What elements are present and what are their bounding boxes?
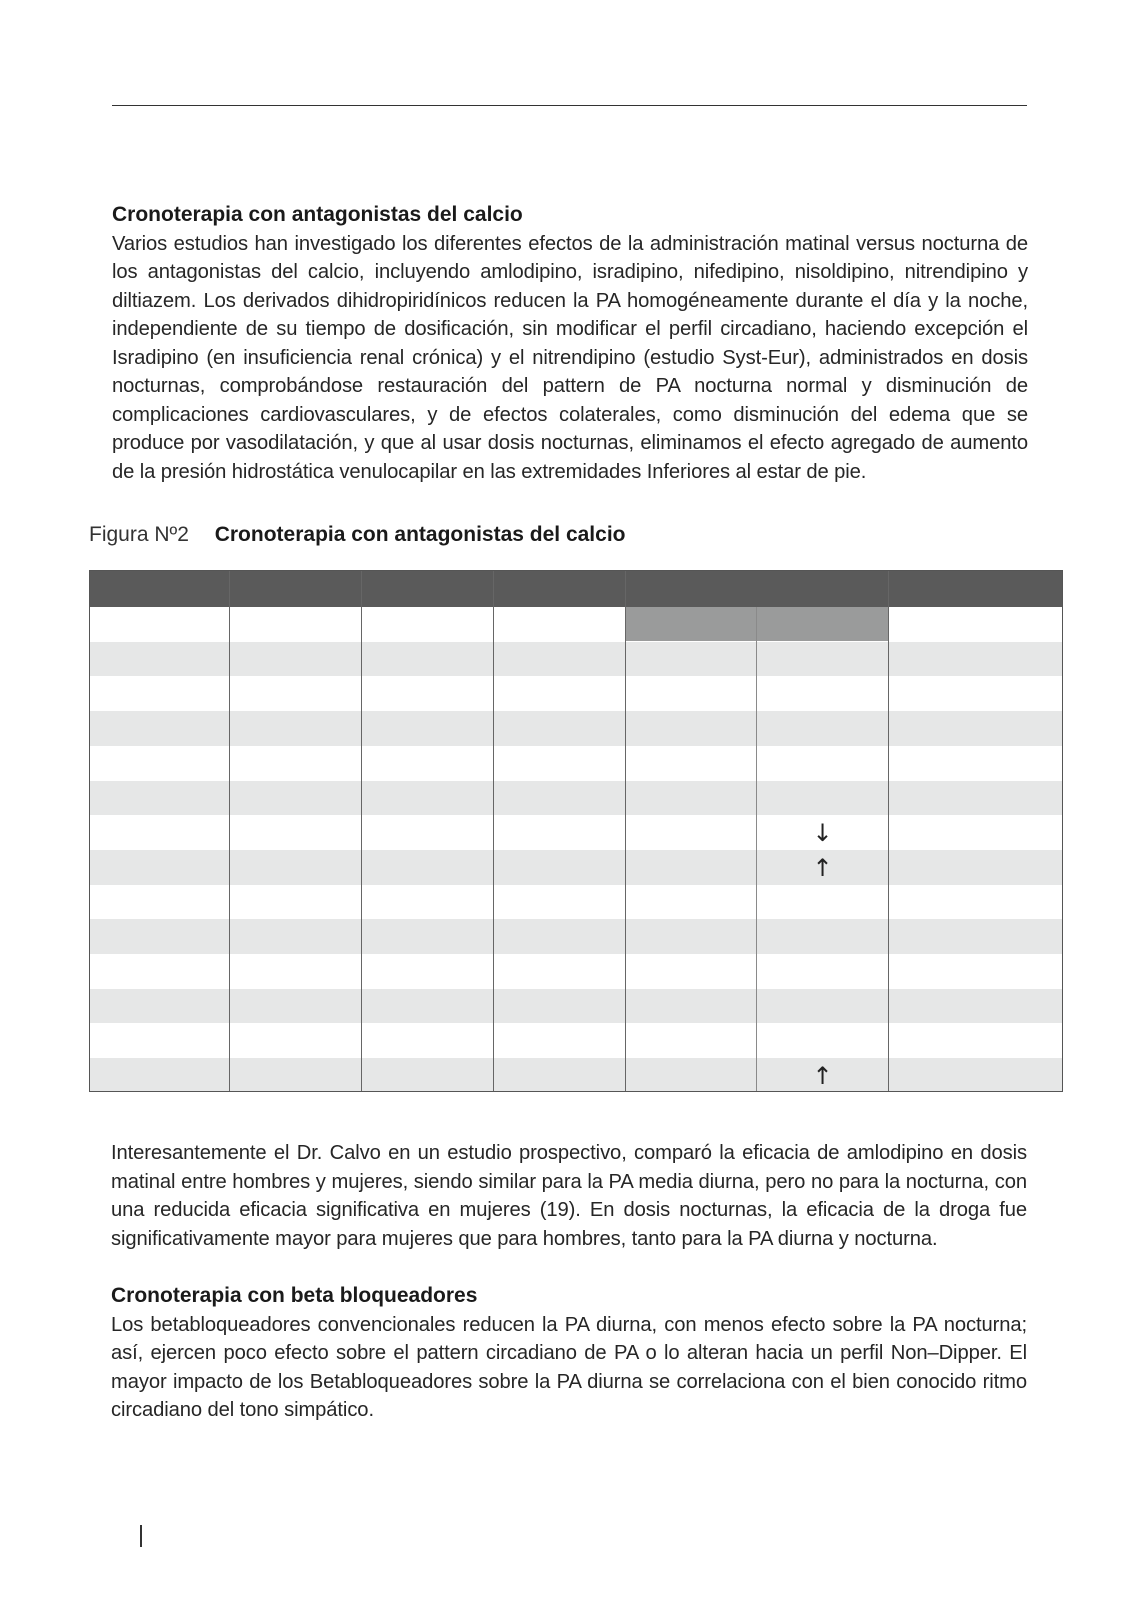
table-row xyxy=(90,1023,1062,1058)
table-column-divider xyxy=(888,571,889,1091)
table-row xyxy=(90,919,1062,954)
section-heading: Cronoterapia con antagonistas del calcio xyxy=(112,203,523,226)
table-subheader-cell xyxy=(757,607,888,641)
table-row xyxy=(90,850,1062,885)
figure-table xyxy=(89,570,1063,1092)
table-row xyxy=(90,885,1062,920)
table-subheader-cell xyxy=(625,607,756,641)
down-arrow-icon: ↓ xyxy=(812,819,833,847)
section-amlodipine-study xyxy=(111,1139,1027,1253)
up-arrow-icon: ↑ xyxy=(812,854,833,882)
table-row xyxy=(90,781,1062,816)
section-heading: Cronoterapia con beta bloqueadores xyxy=(111,1284,478,1307)
header-rule xyxy=(112,105,1027,106)
section-paragraph: Varios estudios han investigado los diferentes efectos de la administración matinal versus nocturna de los antagonistas del calcio, incluyendo amlodipino, isradipino, nifedipino, nisoldipino, nitrendipino y diltiazem. Los derivados dihidropiridínicos reducen la PA homogéneamente durante el día y la noche, independiente de su tiempo de dosificación, sin modificar el perfil circadiano, haciendo excepción el Isradipino (en insuficiencia renal crónica) y el nitrendipino (estudio Syst-Eur), administrados en dosis nocturnas, comprobándose restauración del pattern de PA nocturna normal y disminución de complicaciones cardiovasculares, y de efectos colaterales, como disminución del edema que se produce por vasodilatación, y que al usar dosis nocturnas, eliminamos el efecto agregado de aumento de la presión hidrostática venulocapilar en las extremidades Inferiores al estar de pie. xyxy=(112,232,1028,483)
table-column-divider xyxy=(229,571,230,1091)
table-row xyxy=(90,746,1062,781)
table-row xyxy=(90,989,1062,1024)
figure-label: Figura Nº2 xyxy=(89,523,189,546)
figure-title: Cronoterapia con antagonistas del calcio xyxy=(214,523,626,546)
table-column-divider xyxy=(361,571,362,1091)
up-arrow-icon: ↑ xyxy=(812,1062,833,1090)
table-header-row xyxy=(90,571,1062,607)
table-column-divider xyxy=(625,571,626,1091)
figure-caption xyxy=(89,521,625,549)
table-row xyxy=(90,676,1062,711)
page-marker xyxy=(140,1525,142,1547)
table-column-divider xyxy=(493,571,494,1091)
table-row xyxy=(90,642,1062,677)
table-row xyxy=(90,711,1062,746)
section-calcium-antagonists xyxy=(112,201,1028,486)
section-paragraph: Los betabloqueadores convencionales reducen la PA diurna, con menos efecto sobre la PA nocturna; así, ejercen poco efecto sobre el pattern circadiano de PA o lo alteran hacia un perfil Non–Dipper. El mayor impacto de los Betabloqueadores sobre la PA diurna se correlaciona con el bien conocido ritmo circadiano del tono simpático. xyxy=(111,1313,1027,1421)
table-row xyxy=(90,815,1062,850)
table-row xyxy=(90,1058,1062,1092)
section-beta-blockers xyxy=(111,1282,1027,1425)
table-row xyxy=(90,607,1062,642)
table-row xyxy=(90,954,1062,989)
section-paragraph: Interesantemente el Dr. Calvo en un estudio prospectivo, comparó la eficacia de amlodipino en dosis matinal entre hombres y mujeres, siendo similar para la PA media diurna, pero no para la nocturna, con una reducida eficacia significativa en mujeres (19). En dosis nocturnas, la eficacia de la droga fue significativamente mayor para mujeres que para hombres, tanto para la PA diurna y nocturna. xyxy=(111,1142,1027,1250)
